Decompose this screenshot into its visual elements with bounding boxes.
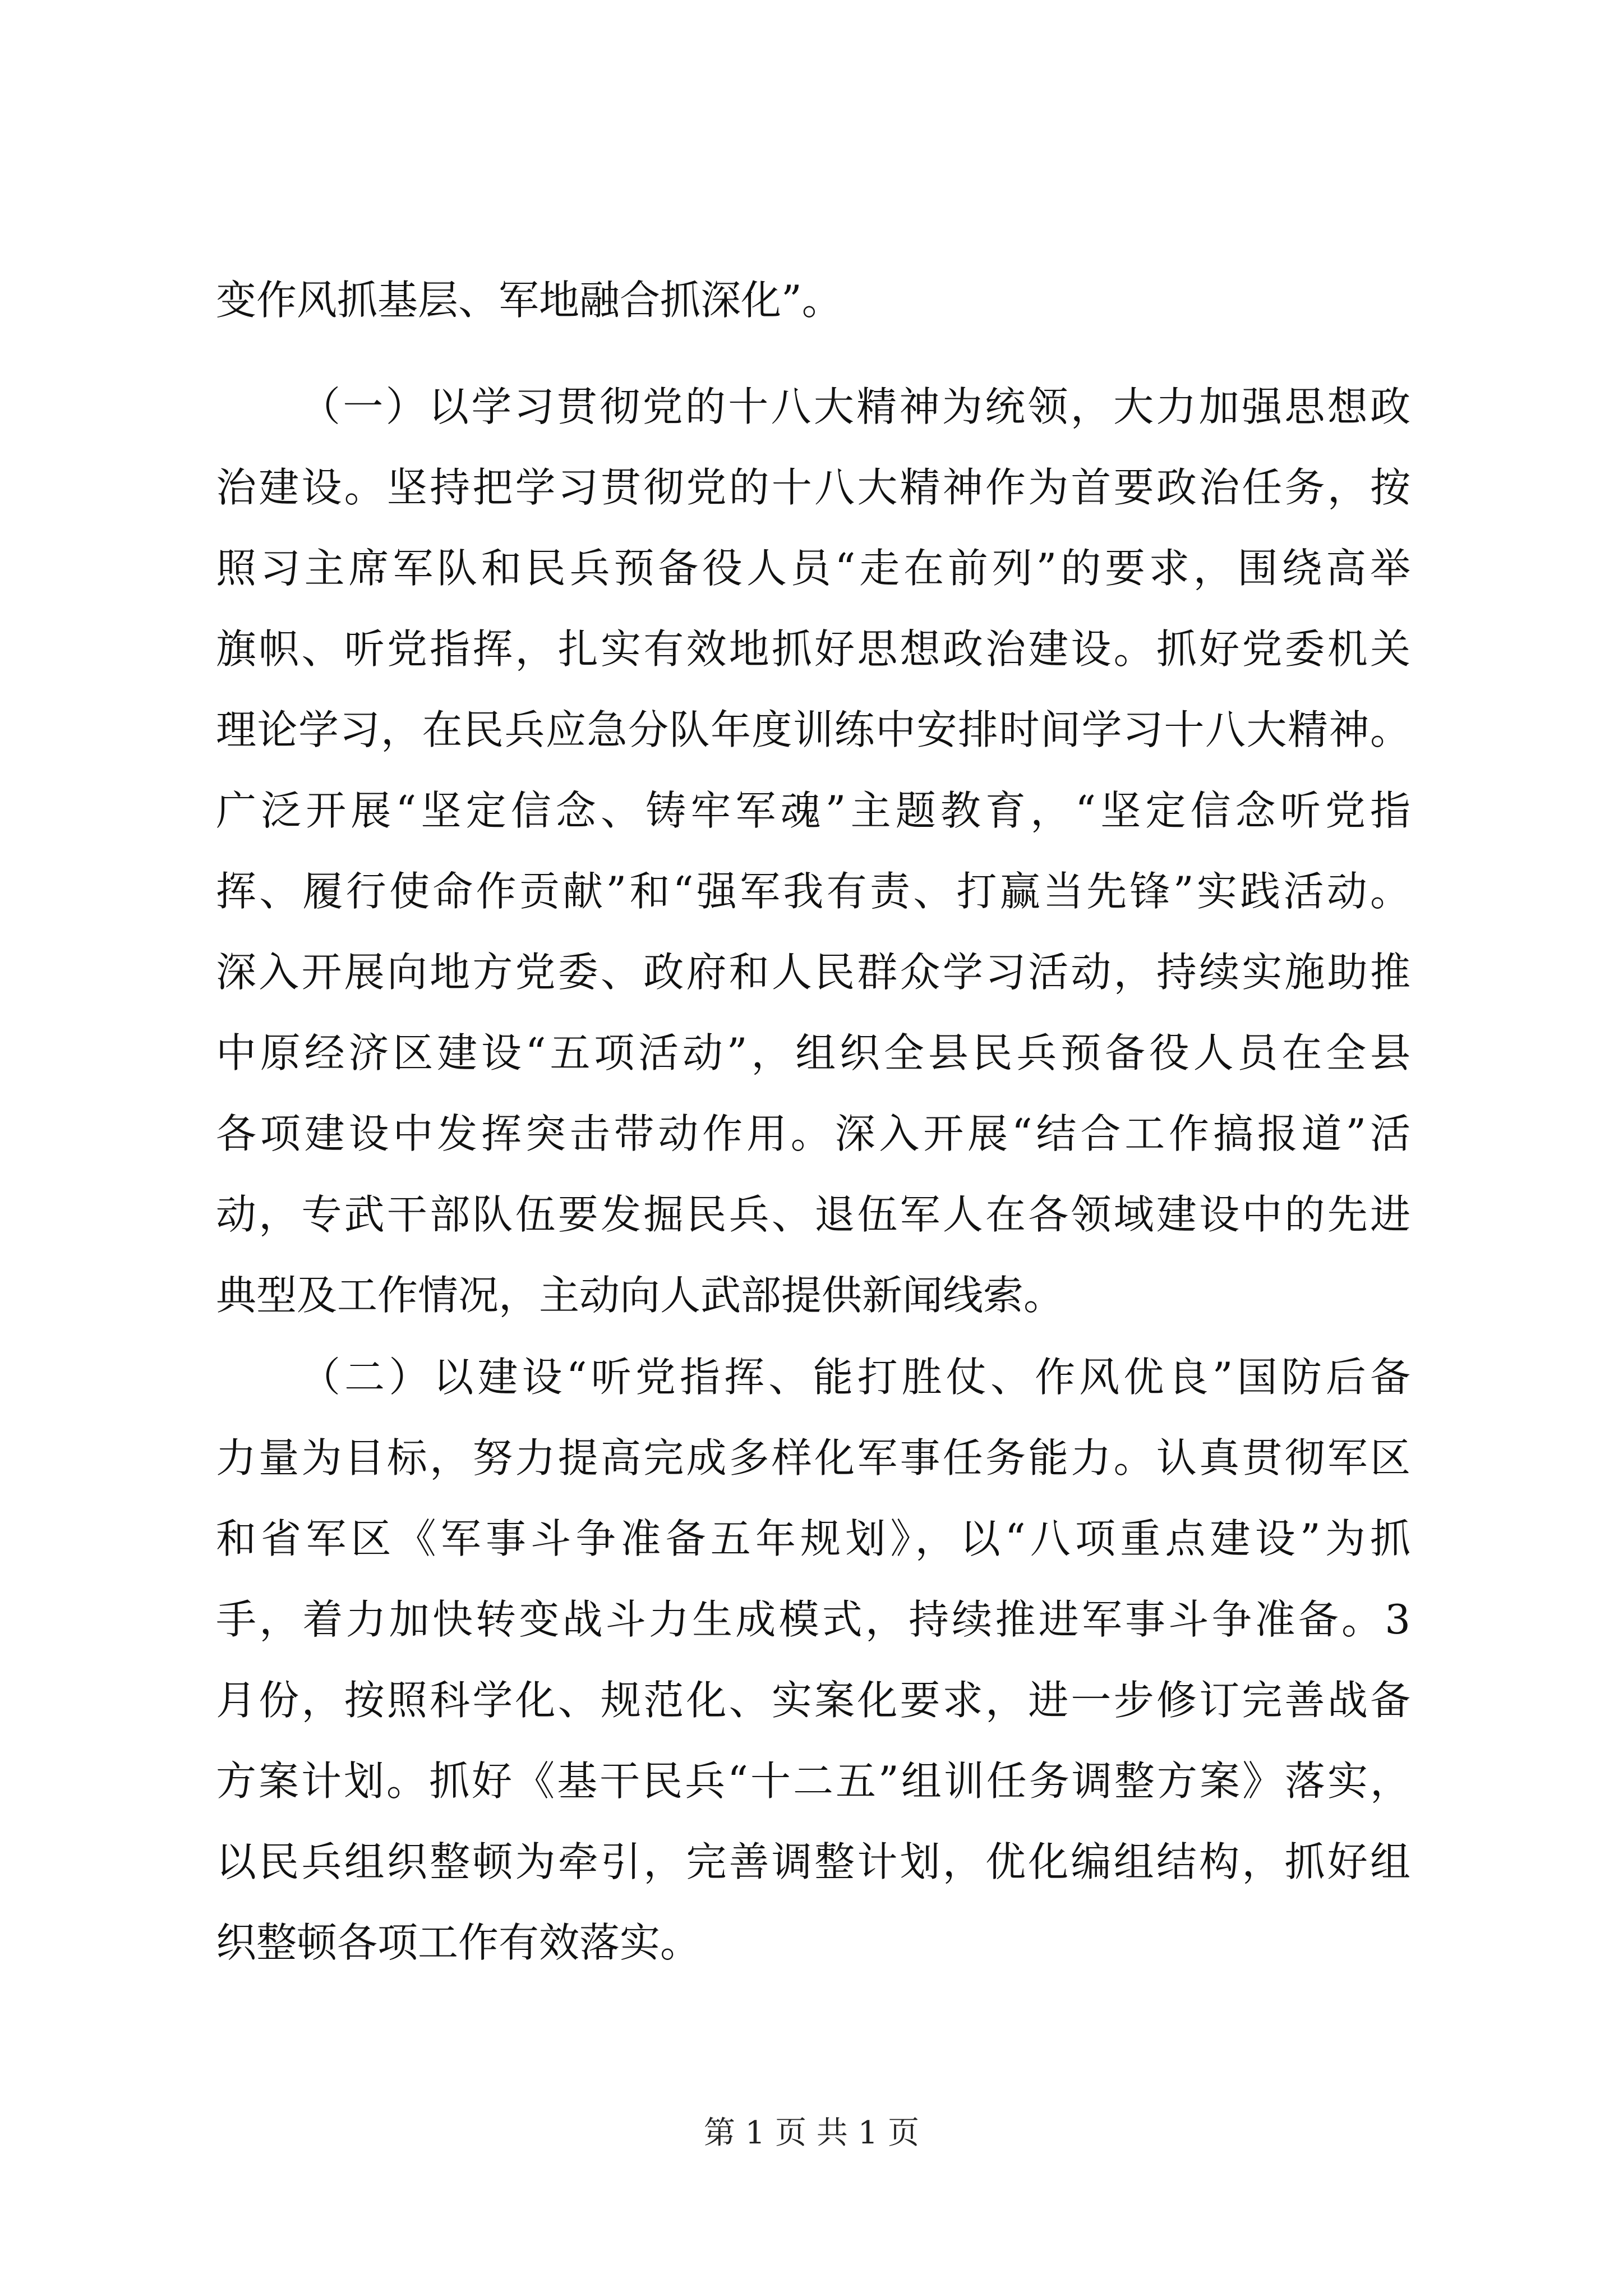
text-line: 动，专武干部队伍要发掘民兵、退伍军人在各领域建设中的先进 xyxy=(216,1191,1410,1238)
text-line: 理论学习，在民兵应急分队年度训练中安排时间学习十八大精神。 xyxy=(216,706,1410,753)
text-line: 挥、履行使命作贡献”和“强军我有责、打赢当先锋”实践活动。 xyxy=(216,868,1410,915)
text-line: 中原经济区建设“五项活动”，组织全县民兵预备役人员在全县 xyxy=(216,1029,1410,1076)
text-line: 力量为目标，努力提高完成多样化军事任务能力。认真贯彻军区 xyxy=(216,1434,1410,1481)
paragraph-2-first-line: （二）以建设“听党指挥、能打胜仗、作风优良”国防后备 xyxy=(300,1354,1410,1401)
text-line: 手，着力加快转变战斗力生成模式，持续推进军事斗争准备。3 xyxy=(216,1596,1410,1643)
text-line: 变作风抓基层、军地融合抓深化”。 xyxy=(216,277,842,324)
text-line: 深入开展向地方党委、政府和人民群众学习活动，持续实施助推 xyxy=(216,949,1410,996)
text-line: 各项建设中发挥突击带动作用。深入开展“结合工作搞报道”活 xyxy=(216,1110,1410,1157)
text-line: 照习主席军队和民兵预备役人员“走在前列”的要求，围绕高举 xyxy=(216,545,1410,592)
text-line: 和省军区《军事斗争准备五年规划》，以“八项重点建设”为抓 xyxy=(216,1515,1410,1562)
text-line: 广泛开展“坚定信念、铸牢军魂”主题教育，“坚定信念听党指 xyxy=(216,787,1410,834)
text-line: 月份，按照科学化、规范化、实案化要求，进一步修订完善战备 xyxy=(216,1677,1410,1724)
page-number-footer: 第 1 页 共 1 页 xyxy=(703,2115,920,2151)
text-line: 典型及工作情况，主动向人武部提供新闻线索。 xyxy=(216,1272,1064,1319)
text-line: 方案计划。抓好《基干民兵“十二五”组训任务调整方案》落实， xyxy=(216,1757,1410,1805)
text-line: 旗帜、听党指挥，扎实有效地抓好思想政治建设。抓好党委机关 xyxy=(216,625,1410,673)
text-line: 治建设。坚持把学习贯彻党的十八大精神作为首要政治任务，按 xyxy=(216,464,1410,511)
text-line: 织整顿各项工作有效落实。 xyxy=(216,1919,701,1966)
paragraph-1-first-line: （一）以学习贯彻党的十八大精神为统领，大力加强思想政 xyxy=(300,383,1410,430)
text-line: 以民兵组织整顿为牵引，完善调整计划，优化编组结构，抓好组 xyxy=(216,1838,1410,1885)
